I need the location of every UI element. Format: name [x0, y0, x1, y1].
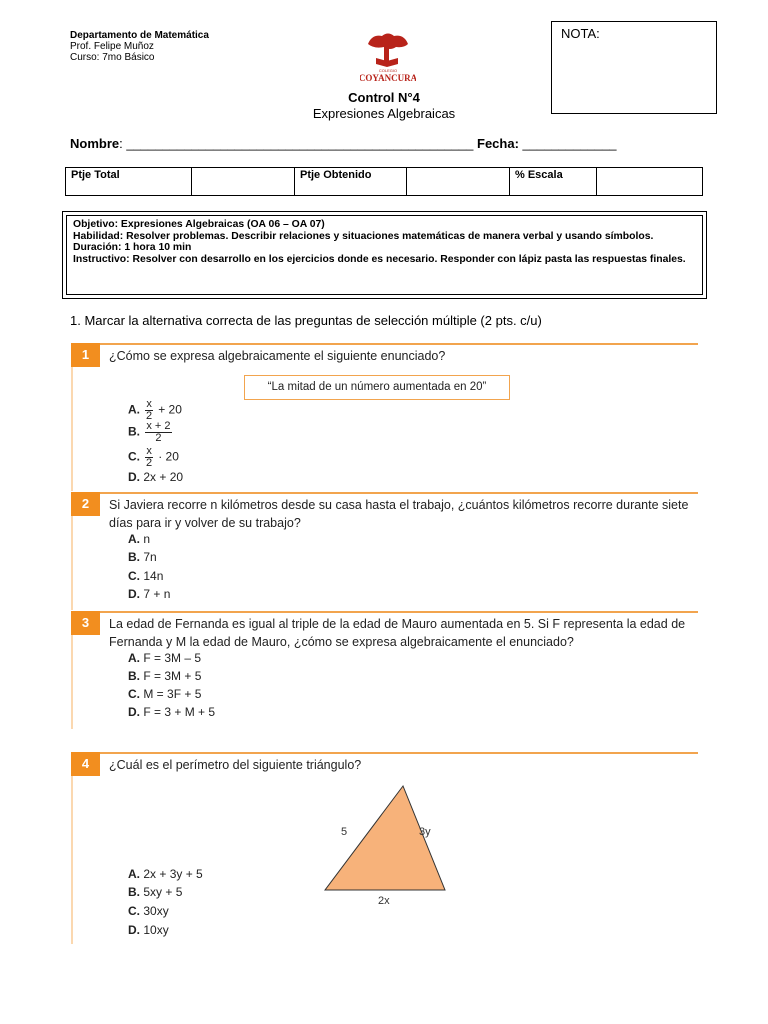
- option-a[interactable]: A. n: [128, 532, 151, 546]
- question-number: 3: [71, 611, 100, 635]
- side-right-label: 3y: [419, 826, 431, 838]
- question-number: 2: [71, 492, 100, 516]
- question-card-4: [71, 752, 698, 944]
- page-subtitle: Expresiones Algebraicas: [312, 106, 456, 121]
- department-info: [70, 30, 209, 63]
- option-c[interactable]: C. $\frac{x}{2}$ · 20: [128, 445, 179, 469]
- option-c[interactable]: C. 14n: [128, 569, 164, 583]
- option-a[interactable]: A. F = 3M – 5: [128, 651, 202, 665]
- name-field[interactable]: : ________________________________________________: [119, 136, 474, 151]
- date-field[interactable]: _____________: [518, 136, 617, 151]
- question-number: 4: [71, 752, 100, 776]
- grade-label: NOTA:: [561, 26, 600, 41]
- total-score-cell[interactable]: [192, 168, 295, 196]
- duration-text: Duración: 1 hora 10 min: [73, 242, 192, 254]
- option-c[interactable]: C. 30xy: [128, 904, 169, 918]
- question-card-1: [71, 343, 698, 491]
- course-name: Curso: 7mo Básico: [70, 52, 155, 63]
- option-a[interactable]: A. $\frac{x}{2}$ + 20: [128, 398, 182, 422]
- page-title: Control N°4: [348, 90, 420, 105]
- option-b[interactable]: B. F = 3M + 5: [128, 669, 202, 683]
- question-number: 1: [71, 343, 100, 367]
- teacher-name: Prof. Felipe Muñoz: [70, 41, 154, 52]
- option-b[interactable]: B. $\frac{x + 2}{2}$: [128, 420, 171, 444]
- option-d[interactable]: D. F = 3 + M + 5: [128, 705, 216, 719]
- question-side-border: [71, 752, 73, 944]
- scale-label: % Escala: [510, 168, 597, 196]
- question-stem: ¿Cómo se expresa algebraicamente el siguiente enunciado?: [109, 349, 446, 363]
- objective-box: [62, 211, 707, 299]
- department-name: Departamento de Matemática: [70, 30, 209, 41]
- option-c[interactable]: C. M = 3F + 5: [128, 687, 202, 701]
- school-logo: [360, 30, 416, 84]
- question-card-2: [71, 492, 698, 610]
- triangle-figure: [311, 780, 461, 910]
- name-date-row: [70, 136, 617, 151]
- name-label: Nombre: [70, 136, 120, 151]
- section-instruction: 1. Marcar la alternativa correcta de las preguntas de selección múltiple (2 pts. c/u): [70, 313, 542, 328]
- date-label: Fecha:: [477, 136, 519, 151]
- triangle-shape: [325, 786, 445, 890]
- question-stem: ¿Cuál es el perímetro del siguiente triángulo?: [109, 758, 362, 772]
- option-a[interactable]: A. 2x + 3y + 5: [128, 867, 203, 881]
- scale-cell[interactable]: [597, 168, 703, 196]
- obtained-score-cell[interactable]: [407, 168, 510, 196]
- obtained-score-label: Ptje Obtenido: [295, 168, 407, 196]
- option-d[interactable]: D. 2x + 20: [128, 470, 184, 484]
- question-stem: La edad de Fernanda es igual al triple de la edad de Mauro aumentada en 5. Si F representa la edad de Fernanda y M la edad de Mauro, ¿cómo se expresa algebraicamente el enunciado?: [109, 617, 686, 649]
- skill-text: Habilidad: Resolver problemas. Describir relaciones y situaciones matemáticas de manera verbal y usando símbolos.: [73, 230, 654, 242]
- option-d[interactable]: D. 10xy: [128, 923, 169, 937]
- instructions-text: Instructivo: Resolver con desarrollo en los ejercicios donde es necesario. Responder con lápiz pasta las respuestas finales.: [73, 253, 686, 265]
- question-top-border: [71, 343, 698, 345]
- option-b[interactable]: B. 7n: [128, 550, 157, 564]
- logo-small-text: COLEGIO: [378, 68, 398, 73]
- logo-name: COYANCURA: [360, 73, 416, 83]
- total-score-label: Ptje Total: [66, 168, 192, 196]
- question-stem: Si Javiera recorre n kilómetros desde su casa hasta el trabajo, ¿cuántos kilómetros recorre durante siete días para ir y volver de su trabajo?: [109, 498, 689, 530]
- base-label: 2x: [378, 895, 390, 907]
- score-table: [65, 167, 703, 196]
- question-top-border: [71, 611, 698, 613]
- side-left-label: 5: [341, 826, 348, 838]
- question-top-border: [71, 752, 698, 754]
- question-top-border: [71, 492, 698, 494]
- objective-text: Objetivo: Expresiones Algebraicas (OA 06 – OA 07): [73, 219, 325, 230]
- statement-box: “La mitad de un número aumentada en 20”: [244, 375, 510, 400]
- option-d[interactable]: D. 7 + n: [128, 587, 171, 601]
- question-card-3: [71, 611, 698, 729]
- objective-content: [66, 215, 703, 295]
- option-b[interactable]: B. 5xy + 5: [128, 885, 183, 899]
